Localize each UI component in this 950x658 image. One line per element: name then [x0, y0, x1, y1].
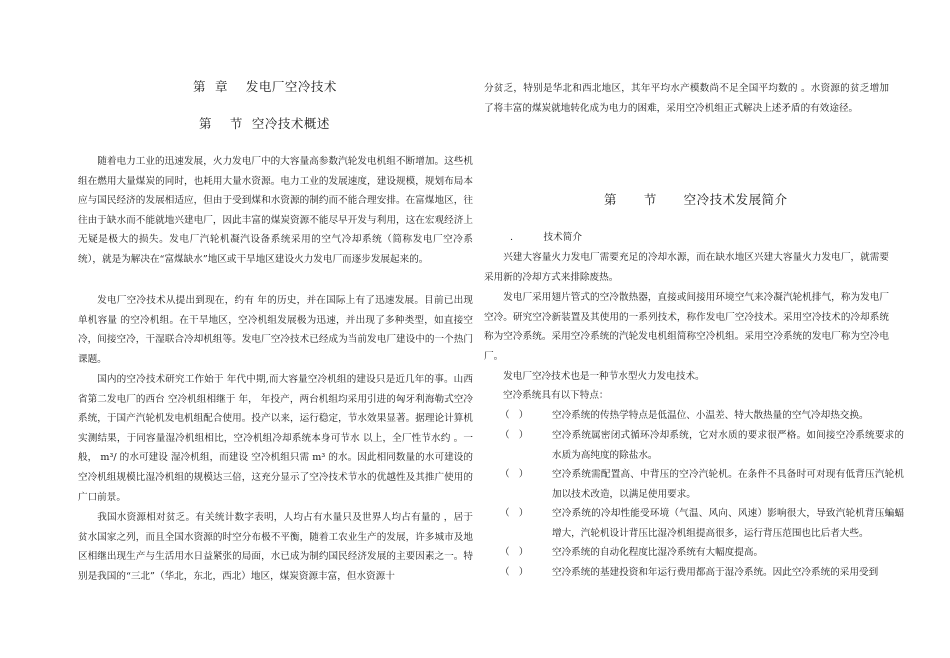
- item-text: 空冷系统属密闭式循环冷却系统，它对水质的要求很严格。如间接空冷系统要求的水质为高纯度的除盐水。: [552, 430, 904, 461]
- item-text: 空冷系统需配置高、中背压的空冷汽轮机。在条件不具备时可对现有低背压汽轮机加以技术改造，以满足使用要求。: [552, 469, 904, 500]
- feature-item: [500, 504, 905, 544]
- item-text: 空冷系统的冷却性能受环境（气温、风向、风速）影响很大，导致汽轮机背压蝙蝠增大，汽轮机设计背压比湿冷机组提高很多，运行背压范围也比后者大些。: [552, 508, 904, 539]
- item-number: （ ）: [500, 410, 529, 421]
- item-text: 空冷系统的基建投资和年运行费用都高于湿冷系统。因此空冷系统的采用受到: [552, 567, 879, 578]
- body-paragraph: 国内的空冷技术研究工作始于 年代中期,而大容量空冷机组的建设只是近几年的事。山西省第二发电厂的西台 空冷机组相继于 年， 年投产，两台机组均采用引进的匈牙利海勒式空冷系统，于国产汽轮机发电机组配合使用。投产以来，运行稳定，节水效果显著。据理论计算机实测结果，于同容量湿冷机组相比，空冷机组冷却系统本身可节水 以上，全厂性节水约 。一般， m³/ 的水可建设 湿冷机组，而建设 空冷机组只需 m³ 的水。因此相同数量的水可建设的空冷机组规模比湿冷机组的规模达三倍，这充分显示了空冷技术节水的优越性及其推广使用的广口前景。: [78, 374, 473, 503]
- item-number: （ ）: [500, 567, 529, 578]
- feature-item: [500, 426, 905, 466]
- body-paragraph: 随着电力工业的迅速发展，火力发电厂中的大容量高参数汽轮发电机组不断增加。这些机组在燃用大量煤炭的同时，也耗用大量水资源。电力工业的发展速度，建设规模，规划布局本应与国民经济的发展相适应，但由于受到煤和水资源的制约而不能合理安排。在富煤地区，往往由于缺水而不能就地兴建电厂，因此丰富的煤炭资源不能尽早开发与利用，这在宏观经济上无疑是极大的损失。发电厂汽轮机凝汽设备系统采用的空气冷却系统（简称发电厂空冷系统），就是为解决在“富煤缺水”地区或干旱地区建设火力发电厂而逐步发展起来的。: [78, 156, 473, 265]
- feature-item: [500, 465, 905, 505]
- body-paragraph: 我国水资源相对贫乏。有关统计数字表明，人均占有水量只及世界人均占有量的 ，居于贫水国家之列，而且全国水资源的时空分布极不平衡，随着工农业生产的发展，许多城市及地区相继出现生产与生活用水日益紧张的局面，水已成为制约国民经济发展的主要因素之一。特别是我国的“三北”（华北，东北，西北）地区，煤炭资源丰富，但水资源十: [78, 512, 473, 582]
- continuation-paragraph: 分贫乏，特别是华北和西北地区，其年平均水产模数尚不足全国平均数的 。水资源的贫乏增加了将丰富的煤炭就地转化成为电力的困难，采用空冷机组正式解决上述矛盾的有效途径。: [484, 83, 889, 114]
- body-paragraph: 发电厂空冷技术也是一种节水型火力发电技术。: [503, 371, 705, 382]
- body-paragraph: 发电厂空冷技术从提出到现在，约有 年的历史，并在国际上有了迅速发展。目前已出现单机容量 的空冷机组。在干旱地区，空冷机组发展极为迅速，并出现了多种类型，如直接空冷，间接空冷，干湿联合冷却机组等。发电厂空冷技术已经成为当前发电厂建设中的一个热门课题。: [78, 295, 473, 365]
- item-text: 空冷系统的自动化程度比湿冷系统有大幅度提高。: [552, 547, 764, 558]
- feature-item: [500, 563, 905, 583]
- item-text: 空冷系统的传热学特点是低温位、小温差、特大散热量的空气冷却热交换。: [552, 410, 869, 421]
- body-paragraph: 兴建大容量火力发电厂需要充足的冷却水源，而在缺水地区兴建大容量火力发电厂，就需要采用新的冷却方式来排除废热。: [484, 252, 889, 283]
- item-number: （ ）: [500, 547, 529, 558]
- item-number: （ ）: [500, 430, 529, 441]
- feature-item: [500, 543, 905, 563]
- section-title: 第 节 空冷技术发展简介: [604, 192, 788, 207]
- section-title: 第 节 空冷技术概述: [199, 116, 330, 131]
- features-intro: 空冷系统具有以下特点：: [503, 390, 609, 401]
- subsection-title: . 技术简介: [510, 232, 582, 243]
- item-number: （ ）: [500, 508, 529, 519]
- chapter-title: 第 章 发电厂空冷技术: [193, 79, 337, 94]
- item-number: （ ）: [500, 469, 529, 480]
- body-paragraph: 发电厂采用翅片管式的空冷散热器，直接或间接用环境空气来冷凝汽轮机排气，称为发电厂空冷。研究空冷新装置及其使用的一系列技术，称作发电厂空冷技术。采用空冷技术的冷却系统称为空冷系统。采用空冷系统的汽轮发电机组简称空冷机组。采用空冷系统的发电厂称为空冷电厂。: [484, 292, 889, 362]
- feature-item: [500, 406, 905, 426]
